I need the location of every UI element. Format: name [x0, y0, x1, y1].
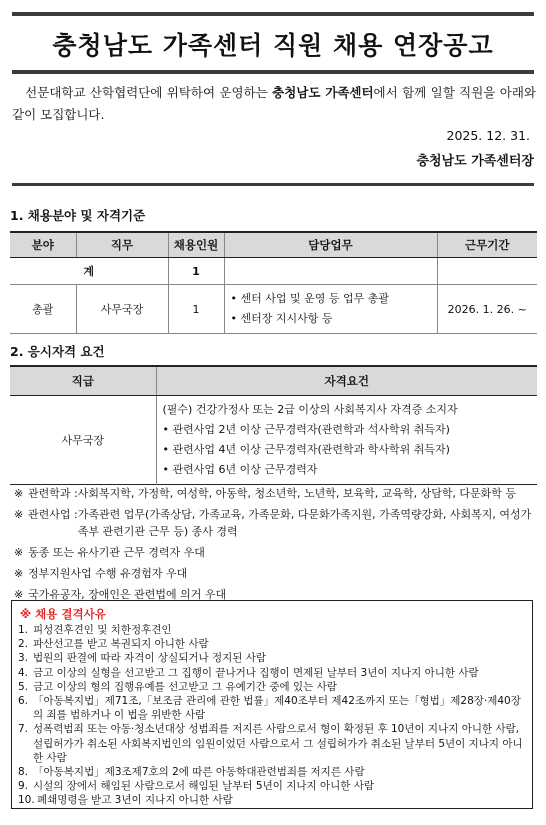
item-number: 8. [18, 766, 29, 779]
disqualification-heading: ※ 채용 결격사유 [20, 607, 106, 621]
duty-text: 센터 사업 및 운영 등 업무 총괄 [240, 292, 389, 305]
col-header-count: 채용인원 [168, 232, 224, 258]
item-number: 2. [18, 638, 29, 651]
note-label: 관련사업 : [28, 508, 78, 521]
item-number: 6. [18, 695, 29, 708]
note-item [14, 544, 540, 561]
item-text: 폐쇄명령을 받고 3년이 지나지 아니한 사람 [37, 794, 233, 807]
requirement-item: (필수) 건강가정사 또는 2급 이상의 사회복지사 자격증 소지자 [162, 403, 458, 416]
notice-date: 2025. 12. 31. [446, 128, 530, 143]
intro-paragraph [12, 82, 536, 126]
row-field: 총괄 [10, 285, 76, 334]
intro-center-name: 충청남도 가족센터 [272, 85, 374, 100]
row-count: 1 [168, 285, 224, 334]
row-duties [224, 285, 437, 334]
note-mark: ※ [14, 588, 24, 601]
note-text: 가족관련 업무(가족상담, 가족교육, 가족문화, 다문화가족지원, 가족역량강화, 사회복지, 여성가족부 관련기관 근무 등) 종사 경력 [77, 508, 532, 538]
intro-text-end: 에서 함께 일할 직원을 아래와 같이 모집합니다. [12, 85, 537, 122]
page-title: 충청남도 가족센터 직원 채용 연장공고 [52, 31, 494, 60]
intro-text: 선문대학교 산학협력단에 위탁하여 운영하는 [25, 85, 273, 100]
list-item [18, 651, 528, 665]
list-item [18, 793, 528, 807]
item-number: 4. [18, 666, 29, 679]
note-mark: ※ [14, 508, 24, 521]
row-role: 사무국장 [76, 285, 168, 334]
note-mark: ※ [14, 567, 24, 580]
col-header-grade: 직급 [10, 366, 156, 396]
qualification-table [10, 365, 537, 485]
requirement-item: • 관련사업 2년 이상 근무경력자(관련학과 석사학위 취득자) [162, 423, 450, 436]
col-header-field: 분야 [10, 232, 76, 258]
note-text: 국가유공자, 장애인은 관련법에 의거 우대 [28, 588, 227, 601]
duty-item: • 센터 사업 및 운영 등 업무 총괄 [230, 292, 389, 305]
col-header-period: 근무기간 [437, 232, 537, 258]
signer: 충청남도 가족센터장 [416, 154, 534, 169]
requirement-item: • 관련사업 6년 이상 근무경력자 [162, 463, 318, 476]
note-mark: ※ [14, 487, 24, 500]
top-divider [12, 12, 534, 16]
disqualification-box [11, 600, 533, 809]
grade-cell: 사무국장 [61, 434, 104, 447]
list-item [18, 637, 528, 651]
item-text: 법원의 판결에 따라 자격이 상실되거나 정지된 사람 [33, 652, 267, 665]
note-text: 정부지원사업 수행 유경험자 우대 [28, 567, 188, 580]
total-empty-duty [224, 258, 437, 285]
duty-text: 센터장 지시사항 등 [240, 312, 333, 325]
item-text: 파산선고를 받고 복권되지 아니한 사람 [33, 638, 209, 651]
note-text: 사회복지학, 가정학, 여성학, 아동학, 청소년학, 노년학, 보육학, 교육학, 상담학, 다문화학 등 [77, 487, 517, 500]
item-number: 3. [18, 652, 29, 665]
note-item [14, 506, 540, 540]
total-label: 계 [10, 258, 168, 285]
list-item [18, 623, 528, 637]
note-label: 관련학과 : [28, 487, 78, 500]
item-text: 금고 이상의 형의 집행유예를 선고받고 그 유예기간 중에 있는 사람 [33, 680, 337, 693]
item-text: 피성견후견인 및 치한정후견인 [33, 624, 172, 636]
item-text: 「아동복지법」제3조제7호의 2에 따른 아동학대관련범죄를 저지른 사람 [33, 766, 365, 779]
section2-heading: 2. 응시자격 요건 [10, 344, 105, 359]
requirement-item: • 관련사업 4년 이상 근무경력자(관련학과 학사학위 취득자) [162, 443, 450, 456]
item-text: 금고 이상의 실형을 선고받고 그 집행이 끝나거나 집행이 면제된 날부터 3년이 지나지 아니한 사람 [33, 666, 479, 679]
note-mark: ※ [14, 546, 24, 559]
total-row [10, 258, 537, 285]
note-text: 동종 또는 유사기관 근무 경력자 우대 [28, 546, 205, 559]
section1-heading: 1. 채용분야 및 자격기준 [10, 208, 146, 223]
col-header-requirements: 자격요건 [156, 366, 537, 396]
total-count: 1 [168, 258, 224, 285]
item-text: 성폭력범죄 또는 아동·청소년대상 성범죄를 저지른 사람으로서 형이 확정된 후 10년이 지나지 아니한 사람, 설립허가가 취소된 사회복지법인의 임원이었던 사람으로서 그 설립허가가 취소된 날부터 5년이 지나지 아니한 사람 [33, 723, 523, 764]
item-number: 9. [18, 780, 29, 793]
item-number: 5. [18, 680, 29, 693]
list-item [18, 765, 528, 779]
recruitment-table [10, 231, 537, 334]
list-item [18, 779, 528, 793]
list-item [18, 666, 528, 680]
total-empty-period [437, 258, 537, 285]
table-row [10, 396, 537, 485]
table-row [10, 285, 537, 334]
header-divider [12, 183, 534, 186]
col-header-duty: 담당업무 [224, 232, 437, 258]
item-text: 「아동복지법」제71조,「보조금 관리에 관한 법률」제40조부터 제42조까지 또는「형법」제28장·제40장의 죄를 범하거나 이 법을 위반한 사람 [33, 695, 521, 722]
requirements-cell [156, 396, 537, 485]
disqualification-list [18, 623, 528, 808]
note-item [14, 565, 540, 582]
notes-list [14, 485, 540, 607]
item-number: 1. [18, 624, 29, 636]
list-item [18, 722, 528, 765]
title-divider [12, 70, 534, 74]
item-text: 시설의 장에서 해임된 사람으로서 해임된 날부터 5년이 지나지 아니한 사람 [33, 780, 375, 793]
item-number: 7. [18, 723, 29, 736]
list-item [18, 680, 528, 694]
list-item [18, 694, 528, 722]
duty-item: • 센터장 지시사항 등 [230, 312, 333, 325]
row-period: 2026. 1. 26. ~ [437, 285, 537, 334]
col-header-role: 직무 [76, 232, 168, 258]
note-item [14, 485, 540, 502]
item-number: 10. [18, 794, 35, 807]
